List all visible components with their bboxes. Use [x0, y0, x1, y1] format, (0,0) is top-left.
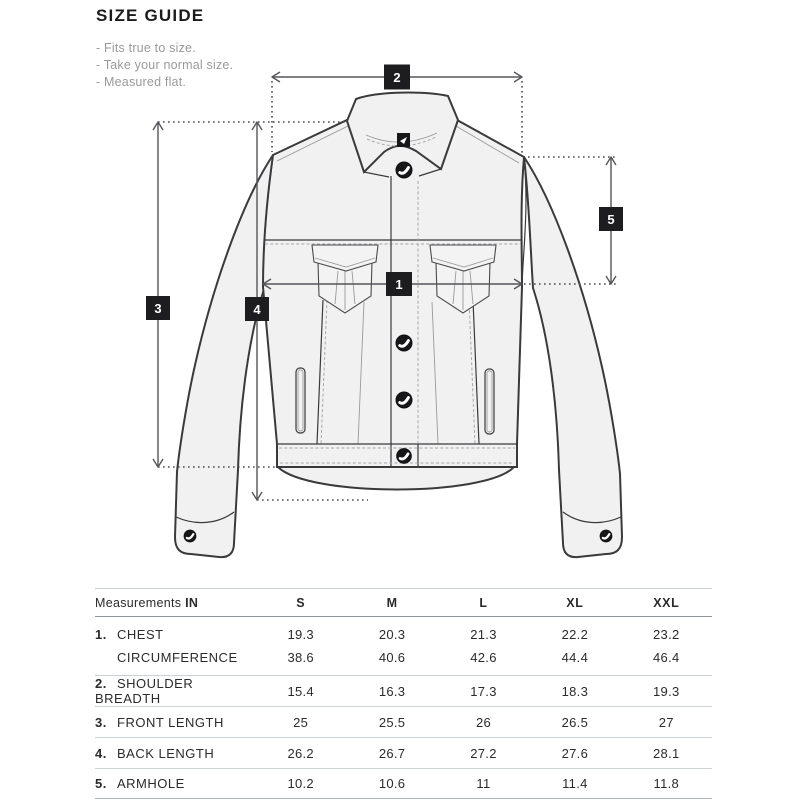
row-number: 5. — [95, 776, 107, 791]
value-cell: 44.4 — [529, 646, 620, 676]
marker-badge-3 — [146, 296, 170, 320]
marker-badge-5 — [599, 207, 623, 231]
value-cell: 19.3 — [287, 627, 314, 642]
value-cell: 22.2 — [561, 627, 589, 642]
value-cell: 25 — [255, 707, 346, 738]
value-cell: 20.3 — [378, 627, 406, 642]
table-row-circumference — [95, 646, 712, 676]
value-cell: 26.5 — [529, 707, 620, 738]
svg-text:4: 4 — [253, 302, 261, 317]
table-row-back-length — [95, 738, 712, 769]
fit-notes — [96, 40, 233, 91]
left-cuff-button — [184, 530, 196, 542]
value-cell: 19.3 — [621, 676, 712, 707]
svg-text:2: 2 — [393, 70, 401, 85]
size-table — [95, 588, 712, 799]
row-number: 3. — [95, 714, 107, 730]
value-cell: 21.3 — [470, 627, 497, 642]
size-col-l: L — [438, 589, 529, 617]
value-cell: 27.6 — [529, 738, 620, 769]
table-row-chest — [95, 617, 712, 647]
value-cell: 11.8 — [621, 769, 712, 799]
table-row-shoulder-breadth — [95, 676, 712, 707]
value-cell: 18.3 — [529, 676, 620, 707]
value-cell: 16.3 — [346, 676, 437, 707]
svg-text:1: 1 — [395, 277, 403, 292]
row-label: SHOULDER BREADTH — [95, 676, 194, 706]
value-cell: 26 — [438, 707, 529, 738]
placket-button — [396, 392, 412, 408]
placket-button — [396, 335, 412, 351]
value-cell: 26.2 — [255, 738, 346, 769]
value-cell: 11 — [438, 769, 529, 799]
marker-badge-1 — [386, 272, 412, 296]
size-col-m: M — [346, 589, 437, 617]
value-cell: 10.2 — [255, 769, 346, 799]
table-header-row — [95, 589, 712, 617]
fit-note: - Measured flat. — [96, 75, 187, 89]
value-cell: 25.5 — [346, 707, 437, 738]
header — [96, 6, 233, 91]
row-label: ARMHOLE — [117, 776, 185, 791]
fit-note: - Take your normal size. — [96, 58, 234, 72]
row-label: CHEST — [117, 627, 164, 642]
collar-button — [396, 162, 412, 178]
marker-badge-4 — [245, 297, 269, 321]
value-cell: 27.2 — [438, 738, 529, 769]
measurements-header — [95, 589, 255, 617]
page-title: SIZE GUIDE — [96, 6, 205, 25]
size-col-xl: XL — [529, 589, 620, 617]
value-cell: 26.7 — [346, 738, 437, 769]
jacket-back-hem — [278, 467, 514, 490]
row-number: 1. — [95, 627, 107, 642]
size-col-s: S — [255, 589, 346, 617]
value-cell: 27 — [621, 707, 712, 738]
value-cell: 23.2 — [653, 627, 680, 642]
value-cell: 40.6 — [346, 646, 437, 676]
unit-label: IN — [185, 595, 199, 610]
size-col-xxl: XXL — [621, 589, 712, 617]
row-label: BACK LENGTH — [117, 745, 215, 761]
fit-note: - Fits true to size. — [96, 41, 196, 55]
jacket-illustration — [175, 93, 622, 558]
value-cell: 38.6 — [255, 646, 346, 676]
waistband-button — [397, 449, 412, 464]
marker-badge-2 — [384, 65, 410, 90]
value-cell: 46.4 — [621, 646, 712, 676]
row-number: 4. — [95, 745, 107, 761]
value-cell: 10.6 — [346, 769, 437, 799]
row-number: 2. — [95, 676, 107, 691]
measurements-label: Measurements — [95, 595, 182, 610]
table-row-front-length — [95, 707, 712, 738]
value-cell: 17.3 — [438, 676, 529, 707]
value-cell: 15.4 — [255, 676, 346, 707]
svg-text:3: 3 — [154, 301, 162, 316]
value-cell: 11.4 — [529, 769, 620, 799]
row-label: FRONT LENGTH — [117, 714, 224, 730]
svg-text:5: 5 — [607, 212, 615, 227]
value-cell: 28.1 — [621, 738, 712, 769]
row-label: CIRCUMFERENCE — [117, 650, 238, 665]
right-cuff-button — [600, 530, 612, 542]
table-row-armhole — [95, 769, 712, 799]
value-cell: 42.6 — [438, 646, 529, 676]
